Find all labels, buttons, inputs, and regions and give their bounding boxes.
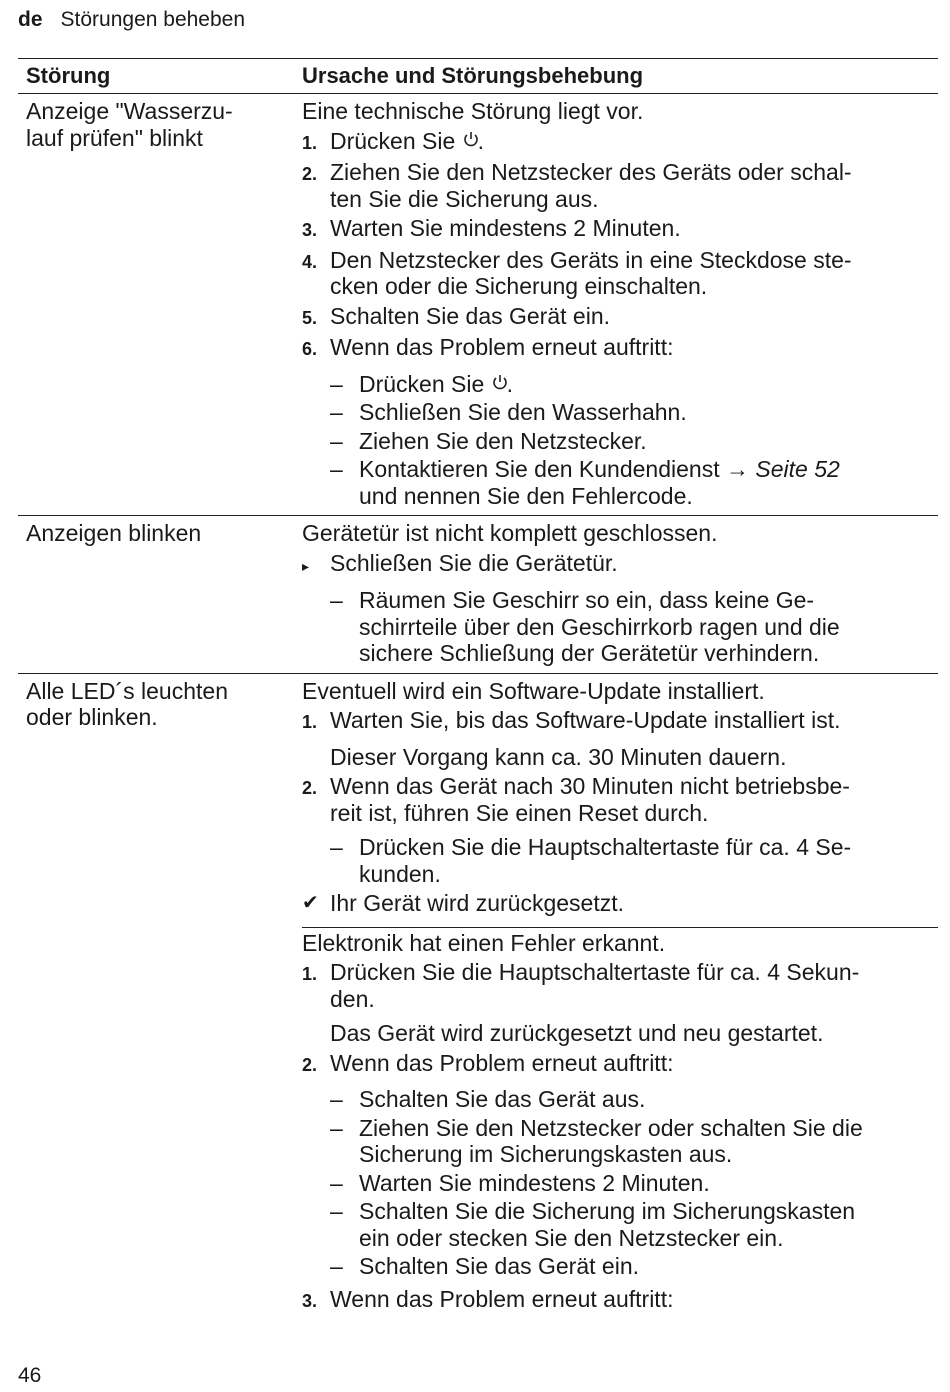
power-icon: [462, 129, 478, 145]
list-item: 6. Wenn das Problem erneut auftritt:: [302, 334, 674, 360]
info-text: Dieser Vorgang kann ca. 30 Minuten dauern.: [330, 743, 787, 770]
cause-text: Elektronik hat einen Fehler erkannt.: [302, 929, 666, 956]
dash-item: – Ziehen Sie den Netzstecker.: [330, 427, 647, 454]
arrow-icon: ▸: [302, 557, 310, 574]
list-item: 2. Wenn das Gerät nach 30 Minuten nicht betriebsbe- reit ist, führen Sie einen Reset durch.: [302, 773, 850, 826]
page-reference-link[interactable]: Seite 52: [755, 456, 840, 482]
sub-cause-block: [302, 927, 938, 1315]
section-title: Störungen beheben: [60, 8, 246, 31]
cause-text: Eventuell wird ein Software-Update installiert.: [302, 677, 765, 704]
list-item: 1. Drücken Sie die Hauptschaltertaste für ca. 4 Sekun- den.: [302, 959, 860, 1012]
power-icon: [491, 372, 507, 388]
cause-cell: [294, 94, 938, 515]
column-header-cause: Ursache und Störungsbehebung: [302, 63, 644, 88]
list-item: 1. Warten Sie, bis das Software-Update installiert ist.: [302, 707, 841, 733]
fault-cell: Anzeige "Wasserzu- lauf prüfen" blinkt: [26, 98, 233, 151]
page-number: 46: [18, 1364, 42, 1387]
cause-text: Eine technische Störung liegt vor.: [302, 98, 644, 124]
list-item: 3. Warten Sie mindestens 2 Minuten.: [302, 215, 681, 241]
dash-item: – Kontaktieren Sie den Kundendienst → Seite 52 und nennen Sie den Fehlercode.: [330, 456, 840, 509]
cause-cell: [294, 674, 938, 1321]
troubleshooting-table: [18, 58, 938, 1320]
dash-item: – Drücken Sie .: [330, 370, 514, 397]
list-item: 4. Den Netzstecker des Geräts in eine Steckdose ste- cken oder die Sicherung einschalten.: [302, 246, 852, 299]
language-code: de: [18, 8, 43, 31]
dash-item: – Warten Sie mindestens 2 Minuten.: [330, 1169, 710, 1196]
list-item: 2. Wenn das Problem erneut auftritt:: [302, 1049, 674, 1076]
dash-item: – Schließen Sie den Wasserhahn.: [330, 399, 687, 425]
list-item: 1. Drücken Sie .: [302, 127, 485, 154]
cause-cell: [294, 516, 938, 673]
fault-cell: Anzeigen blinken: [26, 520, 202, 546]
check-icon: ✔: [302, 892, 319, 914]
column-header-fault: Störung: [26, 63, 111, 88]
result-item: ✔ Ihr Gerät wird zurückgesetzt.: [302, 890, 624, 916]
fault-cell: Alle LED´s leuchten oder blinken.: [26, 677, 228, 730]
dash-item: – Räumen Sie Geschirr so ein, dass keine Ge- schirrteile über den Geschirrkorb ragen und die sichere Schließung der Gerätetür verhindern.: [330, 587, 840, 666]
table-header: [18, 58, 938, 94]
table-row: [18, 674, 938, 1321]
table-row: [18, 94, 938, 516]
page-header: [18, 8, 245, 32]
table-row: [18, 516, 938, 674]
dash-item: – Schalten Sie das Gerät aus.: [330, 1086, 646, 1112]
list-item: 5. Schalten Sie das Gerät ein.: [302, 302, 610, 329]
list-item: 2. Ziehen Sie den Netzstecker des Geräts oder schal- ten Sie die Sicherung aus.: [302, 159, 852, 212]
dash-item: – Drücken Sie die Hauptschaltertaste für ca. 4 Se- kunden.: [330, 834, 852, 887]
list-item: ▸ Schließen Sie die Gerätetür.: [302, 550, 938, 580]
dash-item: – Ziehen Sie den Netzstecker oder schalten Sie die Sicherung im Sicherungskasten aus.: [330, 1114, 863, 1167]
info-text: Das Gerät wird zurückgesetzt und neu gestartet.: [330, 1020, 824, 1046]
dash-item: – Schalten Sie die Sicherung im Sicherungskasten ein oder stecken Sie den Netzstecker ein.: [330, 1198, 856, 1251]
dash-item: – Schalten Sie das Gerät ein.: [330, 1253, 639, 1279]
list-item: 3. Wenn das Problem erneut auftritt:: [302, 1285, 674, 1312]
cause-text: Gerätetür ist nicht komplett geschlossen.: [302, 520, 718, 546]
